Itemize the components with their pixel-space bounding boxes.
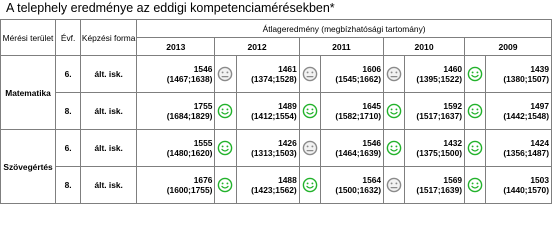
average-value: 1503 [530,175,549,185]
comparison-icon-cell [215,167,236,204]
area-cell: Matematika [1,56,56,130]
confidence-range: (1356;1487) [503,148,549,158]
average-value: 1606 [362,64,382,74]
header-grade: Évf. [56,20,81,56]
smiley-face-icon [386,103,402,119]
comparison-icon-cell [299,56,320,93]
average-value: 1676 [193,175,213,185]
average-value: 1460 [443,64,463,74]
result-cell-2012 [236,130,299,167]
confidence-range: (1423;1562) [251,185,297,195]
result-cell-2011 [320,167,383,204]
neutral-face-icon [386,66,402,82]
average-value: 1555 [193,138,213,148]
smiley-face-icon [467,66,483,82]
result-cell-2009 [486,167,552,204]
comparison-icon-cell [299,130,320,167]
comparison-icon-cell [215,130,236,167]
confidence-range: (1442;1548) [503,111,549,121]
smiley-face-icon [467,140,483,156]
confidence-range: (1467;1638) [166,74,213,84]
header-year-2009: 2009 [465,38,552,56]
confidence-range: (1517;1637) [416,111,463,121]
average-value: 1488 [278,175,297,185]
result-cell-2013 [137,56,215,93]
comparison-icon-cell [215,56,236,93]
header-year-2012: 2012 [215,38,299,56]
confidence-range: (1582;1710) [335,111,382,121]
smiley-face-icon [386,140,402,156]
comparison-icon-cell [299,93,320,130]
smiley-face-icon [467,177,483,193]
smiley-face-icon [217,103,233,119]
form-cell: ált. isk. [81,93,137,130]
confidence-range: (1545;1662) [335,74,382,84]
average-value: 1546 [193,64,213,74]
area-cell: Szövegértés [1,130,56,204]
header-year-2013: 2013 [137,38,215,56]
result-cell-2013 [137,93,215,130]
comparison-icon-cell [465,56,486,93]
results-table [0,19,552,204]
confidence-range: (1374;1528) [251,74,297,84]
smiley-face-icon [217,140,233,156]
confidence-range: (1440;1570) [503,185,549,195]
grade-cell: 6. [56,56,81,93]
form-cell: ált. isk. [81,56,137,93]
result-cell-2009 [486,130,552,167]
grade-cell: 8. [56,167,81,204]
smiley-face-icon [467,103,483,119]
confidence-range: (1375;1500) [416,148,463,158]
header-form: Képzési forma [81,20,137,56]
confidence-range: (1600;1755) [166,185,213,195]
comparison-icon-cell [465,167,486,204]
average-value: 1461 [278,64,297,74]
header-average: Átlageredmény (megbízhatósági tartomány) [137,20,552,38]
comparison-icon-cell [465,130,486,167]
result-cell-2010 [405,56,465,93]
table-row [1,56,552,93]
table-body [1,56,552,204]
average-value: 1569 [443,175,463,185]
neutral-face-icon [386,177,402,193]
average-value: 1426 [278,138,297,148]
average-value: 1439 [530,64,549,74]
confidence-range: (1313;1503) [251,148,297,158]
result-cell-2009 [486,93,552,130]
table-row [1,167,552,204]
form-cell: ált. isk. [81,130,137,167]
result-cell-2010 [405,93,465,130]
average-value: 1497 [530,101,549,111]
form-cell: ált. isk. [81,167,137,204]
smiley-face-icon [302,177,318,193]
average-value: 1432 [443,138,463,148]
header-year-2010: 2010 [384,38,465,56]
page-title: A telephely eredménye az eddigi kompetenciamérésekben* [6,1,335,15]
average-value: 1424 [530,138,549,148]
result-cell-2009 [486,56,552,93]
results-table-wrapper [0,19,552,204]
confidence-range: (1395;1522) [416,74,463,84]
result-cell-2010 [405,167,465,204]
result-cell-2012 [236,167,299,204]
result-cell-2013 [137,130,215,167]
result-cell-2011 [320,93,383,130]
result-cell-2011 [320,130,383,167]
confidence-range: (1412;1554) [251,111,297,121]
result-cell-2013 [137,167,215,204]
comparison-icon-cell [384,56,405,93]
confidence-range: (1517;1639) [416,185,463,195]
average-value: 1546 [362,138,382,148]
grade-cell: 6. [56,130,81,167]
header-area: Mérési terület [1,20,56,56]
average-value: 1755 [193,101,213,111]
confidence-range: (1480;1620) [166,148,213,158]
comparison-icon-cell [384,167,405,204]
comparison-icon-cell [465,93,486,130]
confidence-range: (1380;1507) [503,74,549,84]
header-year-2011: 2011 [299,38,383,56]
comparison-icon-cell [299,167,320,204]
average-value: 1645 [362,101,382,111]
table-row [1,130,552,167]
smiley-face-icon [217,177,233,193]
comparison-icon-cell [215,93,236,130]
average-value: 1592 [443,101,463,111]
average-value: 1564 [362,175,382,185]
confidence-range: (1684;1829) [166,111,213,121]
result-cell-2012 [236,93,299,130]
neutral-face-icon [302,66,318,82]
neutral-face-icon [217,66,233,82]
result-cell-2010 [405,130,465,167]
confidence-range: (1464;1639) [335,148,382,158]
comparison-icon-cell [384,93,405,130]
result-cell-2011 [320,56,383,93]
grade-cell: 8. [56,93,81,130]
comparison-icon-cell [384,130,405,167]
confidence-range: (1500;1632) [335,185,382,195]
table-row [1,93,552,130]
smiley-face-icon [302,103,318,119]
neutral-face-icon [302,140,318,156]
result-cell-2012 [236,56,299,93]
average-value: 1489 [278,101,297,111]
